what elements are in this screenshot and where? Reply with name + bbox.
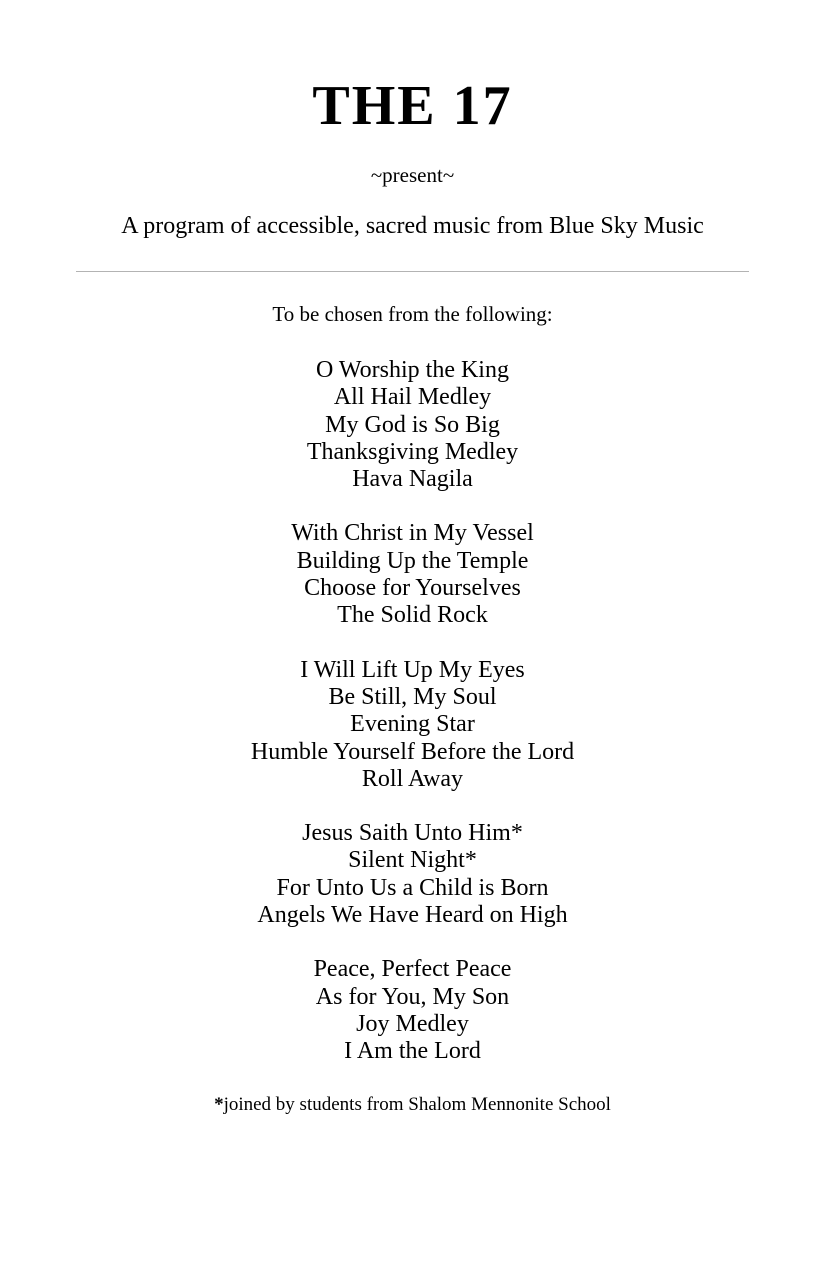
song-item: Peace, Perfect Peace [313,956,512,983]
song-item: Building Up the Temple [296,547,529,574]
song-group-3 [0,657,825,793]
song-group-5 [0,956,825,1065]
program-title: THE 17 [312,75,513,137]
song-item: Be Still, My Soul [328,683,497,710]
song-group-2 [0,520,825,629]
song-item: Humble Yourself Before the Lord [250,738,575,765]
footnote-text: joined by students from Shalom Mennonite School [223,1094,611,1115]
song-item: My God is So Big [325,411,500,438]
song-item: Choose for Yourselves [304,575,521,602]
song-item: As for You, My Son [315,983,510,1010]
song-item: The Solid Rock [337,602,488,629]
song-item: Silent Night* [348,847,477,874]
song-item: Thanksgiving Medley [306,438,519,465]
divider-line [76,271,749,272]
song-item: With Christ in My Vessel [291,520,534,547]
song-item: All Hail Medley [333,384,492,411]
song-item: Angels We Have Heard on High [257,902,568,929]
song-item: Joy Medley [356,1010,469,1037]
song-item: Evening Star [350,711,475,738]
program-subtitle: A program of accessible, sacred music from Blue Sky Music [121,213,704,239]
song-item: For Unto Us a Child is Born [276,874,549,901]
footnote-marker: * [214,1094,224,1115]
song-item: Jesus Saith Unto Him* [302,820,523,847]
selection-intro: To be chosen from the following: [272,302,553,326]
song-item: I Will Lift Up My Eyes [300,656,525,683]
present-line: ~present~ [370,163,455,187]
footnote [0,1093,825,1117]
song-item: I Am the Lord [344,1038,481,1065]
song-group-1 [0,357,825,493]
song-group-4 [0,820,825,929]
song-item: O Worship the King [316,357,509,383]
song-list [0,357,825,1093]
song-item: Hava Nagila [352,466,473,493]
song-item: Roll Away [361,765,464,792]
